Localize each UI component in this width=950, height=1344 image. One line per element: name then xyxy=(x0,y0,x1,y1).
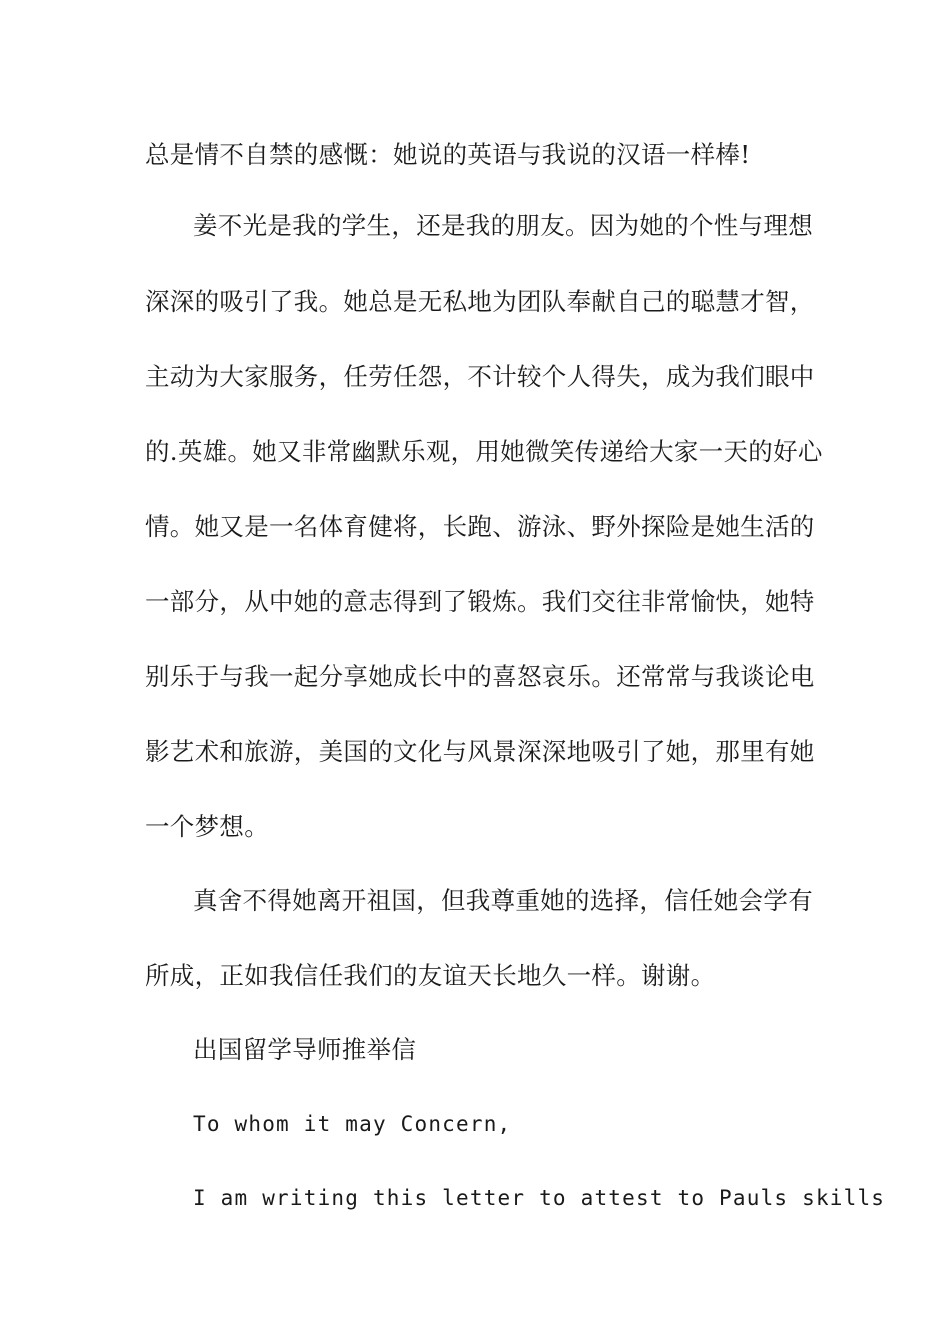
paragraph-line: 真舍不得她离开祖国，但我尊重她的选择，信任她会学有 xyxy=(193,886,813,915)
paragraph-line: 别乐于与我一起分享她成长中的喜怒哀乐。还常常与我谈论电 xyxy=(145,662,815,691)
paragraph-line: 情。她又是一名体育健将，长跑、游泳、野外探险是她生活的 xyxy=(145,512,815,541)
paragraph-line: 所成，正如我信任我们的友谊天长地久一样。谢谢。 xyxy=(145,961,716,990)
paragraph-line: 主动为大家服务，任劳任怨，不计较个人得失，成为我们眼中 xyxy=(145,362,815,391)
paragraph-line: 总是情不自禁的感慨：她说的英语与我说的汉语一样棒! xyxy=(145,140,751,169)
paragraph-line: 一个梦想。 xyxy=(145,812,269,841)
paragraph-line: 一部分，从中她的意志得到了锻炼。我们交往非常愉快，她特 xyxy=(145,587,815,616)
salutation-line: To whom it may Concern, xyxy=(193,1112,512,1136)
paragraph-line: 的.英雄。她又非常幽默乐观，用她微笑传递给大家一天的好心 xyxy=(145,437,823,466)
paragraph-line: 影艺术和旅游，美国的文化与风景深深地吸引了她，那里有她 xyxy=(145,737,815,766)
paragraph-line: I am writing this letter to attest to Pauls skills xyxy=(193,1186,886,1210)
paragraph-line: 姜不光是我的学生，还是我的朋友。因为她的个性与理想 xyxy=(193,211,813,240)
paragraph-line: 深深的吸引了我。她总是无私地为团队奉献自己的聪慧才智， xyxy=(145,287,815,316)
section-heading: 出国留学导师推举信 xyxy=(193,1035,417,1064)
